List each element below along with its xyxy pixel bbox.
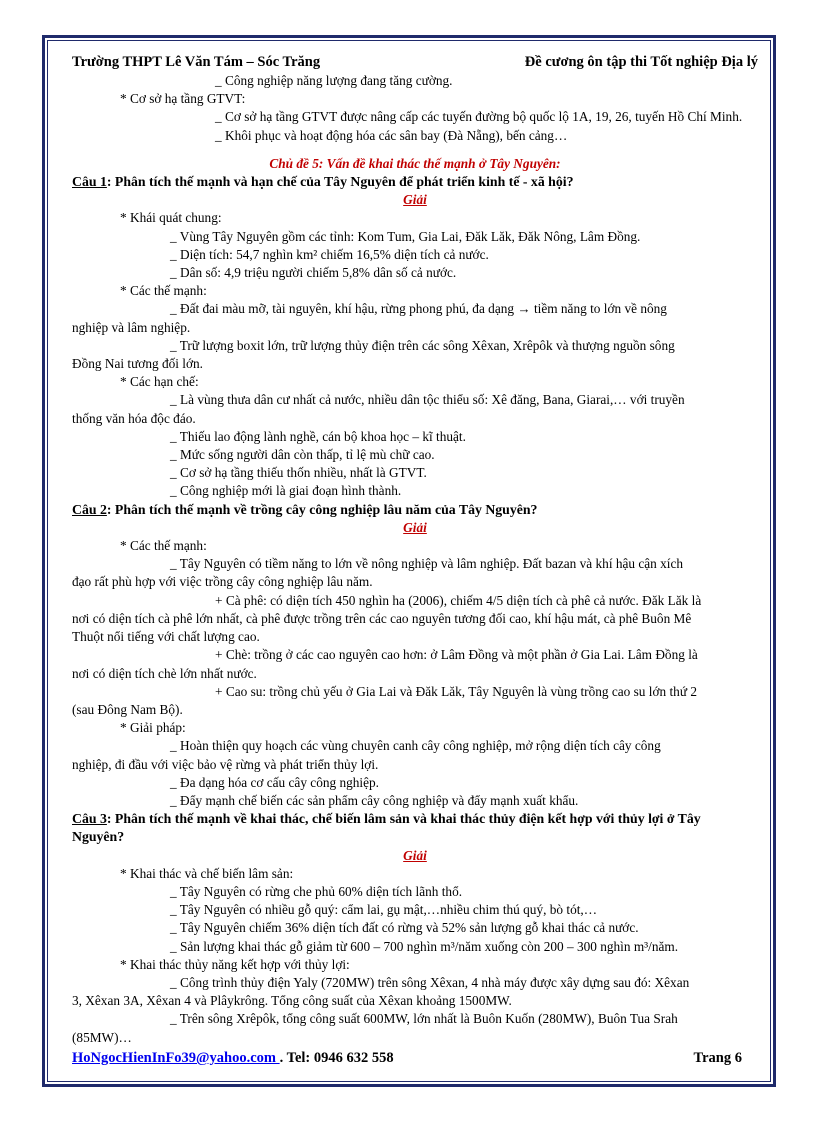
text-line: _ Tây Nguyên chiếm 36% diện tích đất có rừng và 52% sản lượng gỗ khai thác cả nước. <box>170 920 639 936</box>
text-line: _ Mức sống người dân còn thấp, tỉ lệ mù chữ cao. <box>170 447 435 463</box>
text-line: Đồng Nai tương đối lớn. <box>72 356 203 372</box>
text-line: _ Trên sông Xrêpôk, tổng công suất 600MW, lớn nhất là Buôn Kuốn (280MW), Buôn Tua Srah <box>170 1011 678 1027</box>
page-number: Trang 6 <box>693 1050 742 1066</box>
text-line: + Cà phê: có diện tích 450 nghìn ha (2006), chiếm 4/5 diện tích cà phê cả nước. Đăk Lăk là <box>215 592 702 608</box>
phone-number: . Tel: 0946 632 558 <box>279 1050 394 1066</box>
text-line: _ Đẩy mạnh chế biến các sản phẩm cây công nghiệp và đẩy mạnh xuất khẩu. <box>170 792 579 808</box>
text-line: * Khai thác và chế biến lâm sản: <box>120 865 294 881</box>
question-2-heading <box>72 501 758 519</box>
topic-heading: Chủ đề 5: Vấn đề khai thác thế mạnh ở Tây Nguyên: <box>269 155 561 171</box>
question-label: Câu 3 <box>72 811 107 827</box>
text-line: nơi có diện tích cà phê lớn nhất, cà phê được trồng trên các cao nguyên tương đối cao, khí hậu mát, cà phê Buôn Mê <box>72 610 692 626</box>
text-line: 3, Xêxan 3A, Xêxan 4 và Plâykrông. Tổng công suất của Xêxan khoảng 1500MW. <box>72 993 512 1009</box>
school-name: Trường THPT Lê Văn Tám – Sóc Trăng <box>72 54 321 70</box>
text-line: _ Cơ sở hạ tầng GTVT được nâng cấp các tuyến đường bộ quốc lộ 1A, 19, 26, tuyến Hồ Chí Minh. <box>215 109 743 125</box>
text-line: * Các thế mạnh: <box>120 538 207 554</box>
text-line: _ Tây Nguyên có nhiều gỗ quý: cẩm lai, gụ mật,…nhiều chim thú quý, bò tót,… <box>170 902 598 918</box>
text-line: * Cơ sở hạ tầng GTVT: <box>120 91 246 107</box>
email-link[interactable]: HoNgocHienInFo39@yahoo.com <box>72 1050 280 1066</box>
text-line: _ Công nghiệp năng lượng đang tăng cường. <box>215 73 453 88</box>
text-line: nơi có diện tích chè lớn nhất nước. <box>72 665 257 681</box>
question-3-heading <box>72 810 758 828</box>
text-line: _ Vùng Tây Nguyên gồm các tỉnh: Kom Tum, Gia Lai, Đăk Lăk, Đăk Nông, Lâm Đồng. <box>170 228 641 244</box>
text-line: * Các hạn chế: <box>120 374 199 390</box>
answer-label: Giải <box>403 519 427 535</box>
text-line: Thuột nổi tiếng với chất lượng cao. <box>72 629 260 645</box>
text-line: + Chè: trồng ở các cao nguyên cao hơn: ở Lâm Đồng và một phần ở Gia Lai. Lâm Đồng là <box>215 647 698 663</box>
text-line: thống văn hóa độc đáo. <box>72 410 196 426</box>
text-line: _ Công trình thủy điện Yaly (720MW) trên sông Xêxan, 4 nhà máy được xây dựng sau đó: Xêxan <box>170 974 690 990</box>
question-1-heading <box>72 173 758 191</box>
text-line: _ Đất đai màu mỡ, tài nguyên, khí hậu, rừng phong phú, đa dạng → tiềm năng to lớn về nông <box>170 301 667 317</box>
text-line: đạo rất phù hợp với việc trồng cây công nghiệp lâu năm. <box>72 574 373 590</box>
text-line: _ Hoàn thiện quy hoạch các vùng chuyên canh cây công nghiệp, mở rộng diện tích cây công <box>170 738 661 754</box>
text-line: _ Cơ sở hạ tầng thiếu thốn nhiều, nhất là GTVT. <box>170 465 427 481</box>
text-line: * Các thế mạnh: <box>120 283 207 299</box>
question-text: : Phân tích thế mạnh về trồng cây công nghiệp lâu năm của Tây Nguyên? <box>106 501 538 517</box>
text-line: _ Tây Nguyên có tiềm năng to lớn về nông nghiệp và lâm nghiệp. Đất bazan và khí hậu cận xích <box>170 556 684 572</box>
text-line: _ Tây Nguyên có rừng che phủ 60% diện tích lãnh thổ. <box>170 883 463 899</box>
text-line: + Cao su: trồng chủ yếu ở Gia Lai và Đăk Lăk, Tây Nguyên là vùng trồng cao su lớn thứ 2 <box>215 683 697 699</box>
text-line: _ Trữ lượng boxit lớn, trữ lượng thủy điện trên các sông Xêxan, Xrêpôk và thượng nguồn sông <box>170 337 675 353</box>
question-text: : Phân tích thế mạnh về khai thác, chế biến lâm sản và khai thác thủy điện kết hợp với thủy lợi ở Tây <box>106 811 701 827</box>
text-line: _ Thiếu lao động lành nghề, cán bộ khoa học – kĩ thuật. <box>170 428 466 444</box>
document-title: Đề cương ôn tập thi Tốt nghiệp Địa lý <box>524 54 758 70</box>
page-header <box>72 54 758 71</box>
text-line: _ Là vùng thưa dân cư nhất cả nước, nhiều dân tộc thiểu số: Xê đăng, Bana, Giarai,… với truyền <box>170 392 685 408</box>
text-line: * Khái quát chung: <box>120 210 222 226</box>
text-line: nghiệp, đi đầu với việc bảo vệ rừng và phát triển thủy lợi. <box>72 756 379 772</box>
page-footer <box>72 1050 742 1067</box>
text-line: _ Dân số: 4,9 triệu người chiếm 5,8% dân số cả nước. <box>170 265 457 281</box>
question-label: Câu 2 <box>72 501 107 517</box>
text-line: nghiệp và lâm nghiệp. <box>72 319 191 335</box>
text-line: _ Sản lượng khai thác gỗ giảm từ 600 – 700 nghìn m³/năm xuống còn 200 – 300 nghìn m³/năm. <box>170 938 679 954</box>
question-3-heading-cont: Nguyên? <box>72 829 125 845</box>
text-line: * Giải pháp: <box>120 720 186 736</box>
text-line: * Khai thác thủy năng kết hợp với thủy lợi: <box>120 956 350 972</box>
text-line: (sau Đông Nam Bộ). <box>72 701 183 717</box>
answer-label: Giải <box>403 192 427 208</box>
question-text: : Phân tích thế mạnh và hạn chế của Tây Nguyên để phát triển kinh tế - xã hội? <box>106 174 574 190</box>
text-line: _ Khôi phục và hoạt động hóa các sân bay (Đà Nẵng), bến cảng… <box>215 127 568 143</box>
question-label: Câu 1 <box>72 174 107 190</box>
text-line: _ Diện tích: 54,7 nghìn km² chiếm 16,5% diện tích cả nước. <box>170 246 489 262</box>
answer-label: Giải <box>403 847 427 863</box>
text-line: _ Đa dạng hóa cơ cấu cây công nghiệp. <box>170 774 379 790</box>
text-line: (85MW)… <box>72 1029 132 1045</box>
footer-contact <box>72 1050 394 1067</box>
page-content <box>72 72 758 1047</box>
text-line: _ Công nghiệp mới là giai đoạn hình thành. <box>170 483 402 499</box>
